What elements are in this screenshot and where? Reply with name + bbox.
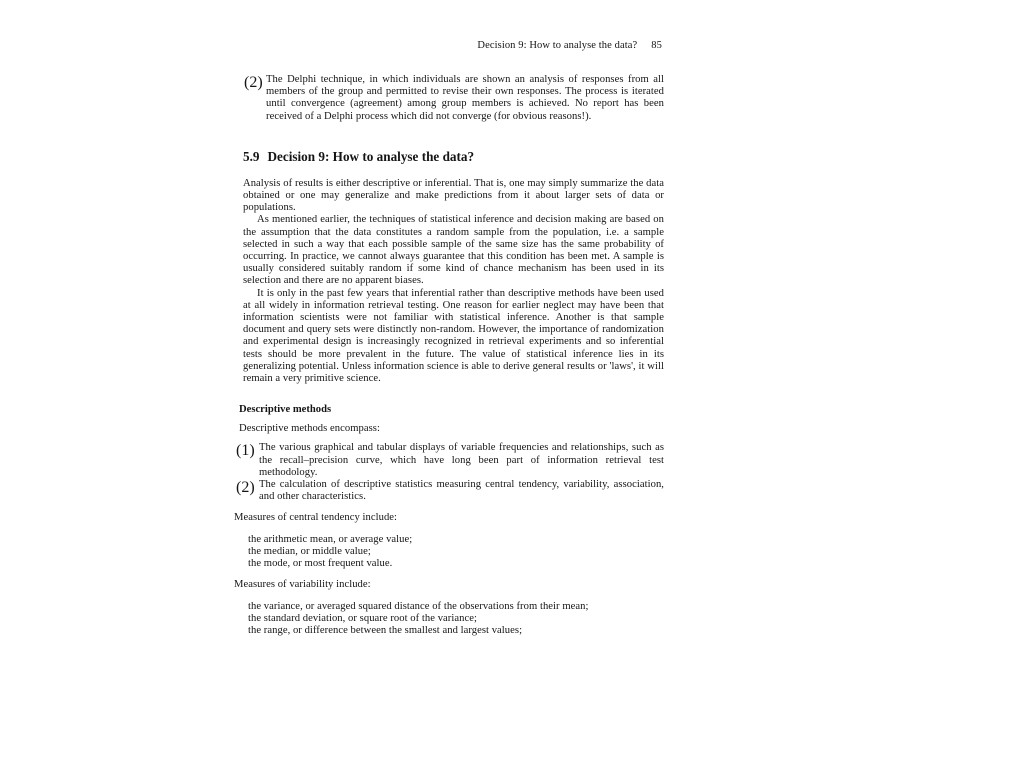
descriptive-methods-lead: Descriptive methods encompass:	[239, 423, 380, 435]
running-head	[234, 40, 664, 51]
section-number: 5.9	[243, 148, 260, 164]
paragraph-inference: As mentioned earlier, the techniques of statistical inference and decision making are based on the assumption that the data constitutes a random sample from the population, i.e. a sample selected in such a way that each possible sample of the same size has the same probability of occurring. In practice, we cannot always guarantee that this condition has been met. A sample is usually considered suitably random if some kind of chance mechanism has been used in its selection and there are no apparent biases.	[243, 214, 664, 287]
delphi-item-number: (2)	[244, 74, 263, 91]
section-title: Decision 9: How to analyse the data?	[267, 148, 475, 164]
variability-list	[234, 601, 664, 638]
page-number: 85	[651, 40, 662, 51]
list-item: the mode, or most frequent value.	[248, 558, 393, 570]
central-tendency-list	[234, 534, 664, 571]
scanned-book-page	[234, 40, 664, 637]
descriptive-item-text: The various graphical and tabular displays of variable frequencies and relationships, such as the recall–precision curve, which have long been part of information retrieval test methodology.	[259, 442, 664, 478]
section-heading	[234, 149, 664, 165]
running-head-title: Decision 9: How to analyse the data?	[477, 40, 638, 51]
paragraph-analysis: Analysis of results is either descriptive or inferential. That is, one may simply summarize the data obtained or one may generalize and make predictions from it about larger sets of data or populations.	[243, 177, 664, 214]
list-item: the range, or difference between the smallest and largest values;	[248, 624, 523, 636]
descriptive-item-text: The calculation of descriptive statistics measuring central tendency, variability, association, and other characteristics.	[259, 479, 664, 503]
descriptive-item-number: (1)	[236, 442, 255, 460]
list-item: the variance, or averaged squared distance of the observations from their mean;	[248, 600, 589, 612]
central-tendency-lead: Measures of central tendency include:	[234, 512, 398, 524]
descriptive-item	[236, 442, 664, 479]
delphi-item	[244, 74, 664, 123]
delphi-item-text: The Delphi technique, in which individuals are shown an analysis of responses from all members of the group and permitted to revise their own responses. The process is iterated until convergence (agreement) among group members is achieved. No report has been received of a Delphi process which did not converge (for obvious reasons!).	[266, 74, 664, 122]
list-item: the standard deviation, or square root of the variance;	[248, 612, 477, 624]
list-item: the median, or middle value;	[248, 545, 371, 557]
descriptive-methods-heading: Descriptive methods	[239, 404, 332, 416]
paragraph-history: It is only in the past few years that inferential rather than descriptive methods have been used at all widely in information retrieval testing. One reason for earlier neglect may have been that information scientists were not familiar with statistical inference. Another is that sample document and query sets were distinctly non-random. However, the importance of randomization and experimental design is increasingly recognized in retrieval experiments and so inferential tests should be more prevalent in the future. The value of statistical inference lies in its generalizing potential. Unless information science is able to derive general results or 'laws', it will remain a very primitive science.	[243, 287, 664, 385]
list-item: the arithmetic mean, or average value;	[248, 533, 413, 545]
variability-lead: Measures of variability include:	[234, 579, 371, 591]
descriptive-item-number: (2)	[236, 479, 255, 497]
descriptive-item	[236, 479, 664, 503]
